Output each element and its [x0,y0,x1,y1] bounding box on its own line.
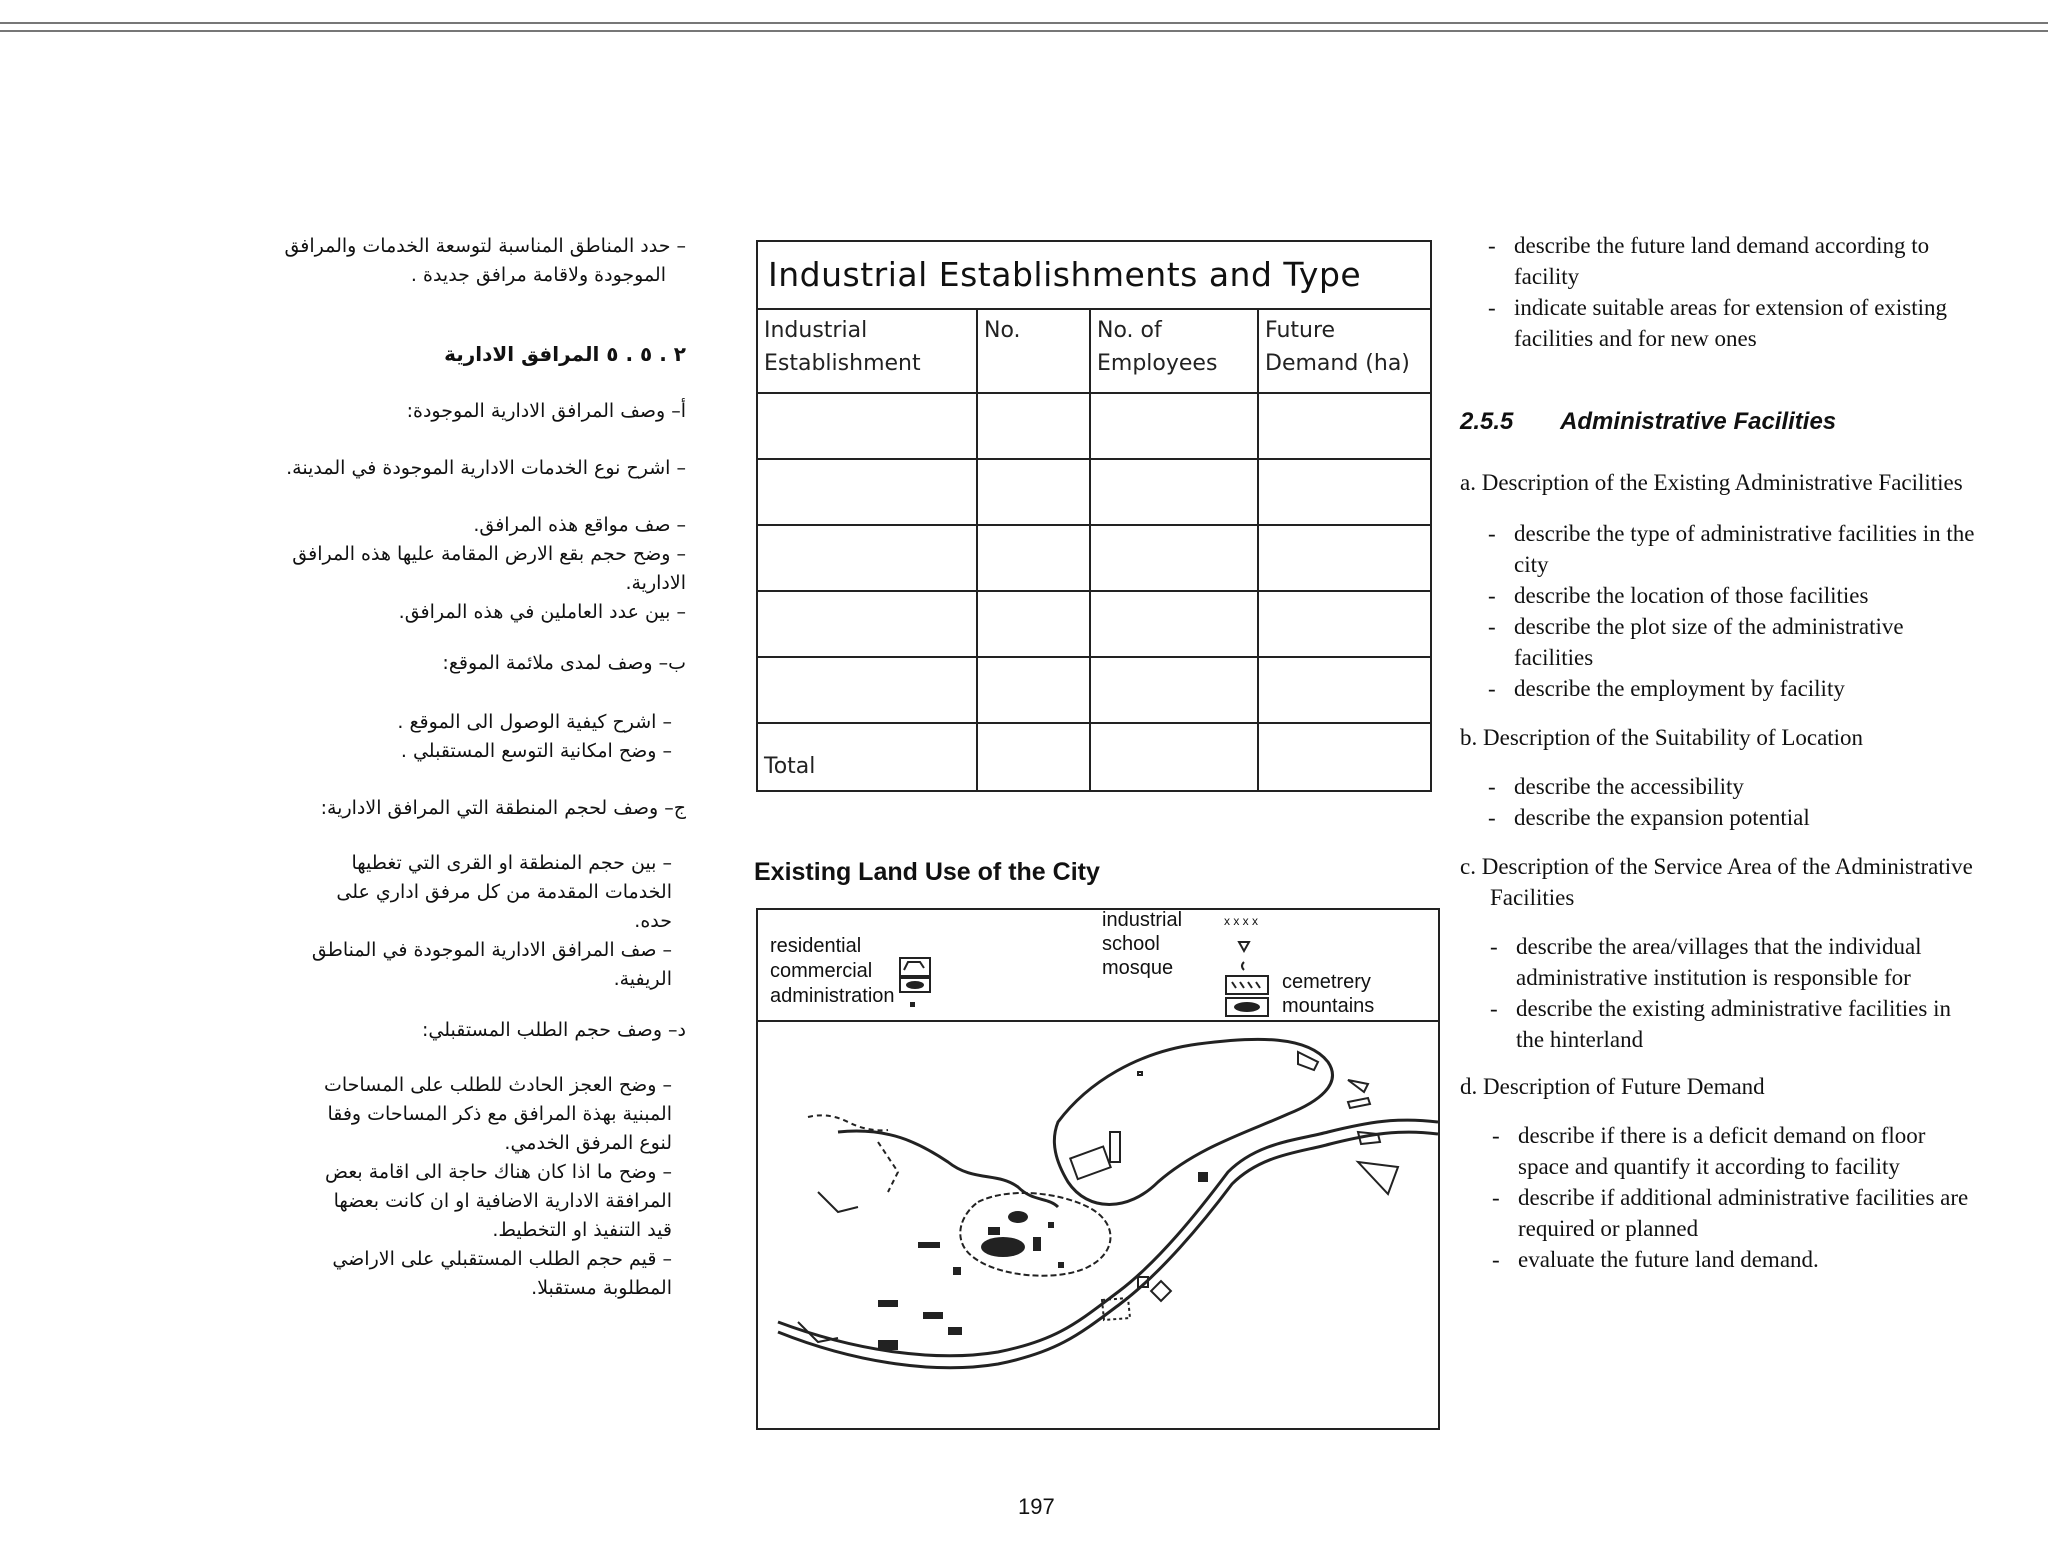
english-c-item: - describe the area/villages that the individual administrative institution is responsible for [1490,931,1980,993]
table-cell [758,658,978,724]
english-d-title: d. Description of Future Demand [1460,1074,1765,1099]
table-cell [978,526,1091,592]
arabic-a-item: – اشرح نوع الخدمات الادارية الموجودة في المدينة. [286,457,686,479]
legend-cemetery: cemetrery [1282,971,1371,993]
table-cell [758,526,978,592]
english-b-item: - describe the expansion potential [1488,802,1980,833]
land-use-map [756,908,1440,1430]
table-cell [1259,592,1430,658]
arabic-d-item: – وضح ما اذا كان هناك حاجة الى اقامة بعض المرافقة الادارية الاضافية او ان كانت بعضها قيد التنفيذ او التخطيط. [324,1161,672,1241]
english-b-item: - describe the accessibility [1488,771,1980,802]
arabic-d-title: د– وصف حجم الطلب المستقبلي: [422,1019,686,1041]
table-header-cell: No. of Employees [1091,310,1259,394]
table-cell [978,460,1091,526]
english-intro-item: - indicate suitable areas for extension of existing facilities and for new ones [1488,292,1980,354]
arabic-c-item: – صف المرافق الادارية الموجودة في المناطق الريفية. [311,939,672,990]
table-cell [1259,460,1430,526]
table-cell [758,592,978,658]
legend-industrial-symbol: x x x x [1224,914,1259,928]
table-cell [1259,658,1430,724]
page-number: 197 [1018,1494,1055,1519]
legend-industrial: industrial [1102,909,1183,931]
table-total-label: Total [758,724,978,790]
map-title: Existing Land Use of the City [754,858,1100,886]
arabic-intro-line: – حدد المناطق المناسبة لتوسعة الخدمات والمرافق [284,235,686,257]
table-cell [1091,658,1259,724]
table-cell [1091,460,1259,526]
english-a-title: a. Description of the Existing Administrative Facilities [1460,470,1963,495]
legend-mosque: mosque [1102,957,1174,979]
arabic-c-title: ج– وصف لحجم المنطقة التي المرافق الادارية: [320,797,686,819]
table-cell [758,460,978,526]
legend-residential: residential [770,935,862,957]
english-column [1460,230,1980,1275]
english-c-item: - describe the existing administrative facilities in the hinterland [1490,993,1980,1055]
top-rule-2 [0,30,2048,32]
arabic-c-item: – بين حجم المنطقة او القرى التي تغطيها الخدمات المقدمة من كل مرفق اداري على حده. [336,852,672,932]
table-header-cell: Future Demand (ha) [1259,310,1430,394]
table-cell [978,592,1091,658]
table-cell [1259,526,1430,592]
english-c-title: c. Description of the Service Area of the Administrative Facilities [1460,854,1973,910]
table-header-cell: Industrial Establishment [758,310,978,394]
table-cell [978,394,1091,460]
arabic-d-item: – قيم حجم الطلب المستقبلي على الاراضي المطلوبة مستقبلا. [332,1248,672,1299]
section-title: Administrative Facilities [1560,408,1837,435]
table-cell [978,658,1091,724]
arabic-a-item: – صف مواقع هذه المرافق. [473,514,686,536]
table-cell [1259,724,1430,790]
arabic-b-item: – اشرح كيفية الوصول الى الموقع . [397,711,672,733]
arabic-b-title: ب– وصف لمدى ملائمة الموقع: [442,652,686,674]
legend-school: school [1102,933,1160,955]
industrial-establishments-table [756,240,1432,792]
table-cell [1091,592,1259,658]
table-header-cell: No. [978,310,1091,394]
map-legend [758,910,1438,1022]
table-title: Industrial Establishments and Type [758,242,1430,310]
english-a-item: - describe the location of those facilities [1488,580,1980,611]
section-number: 2.5.5 [1460,408,1514,435]
english-section-heading [1460,406,1980,437]
english-a-item: - describe the plot size of the administrative facilities [1488,611,1980,673]
english-a-item: - describe the type of administrative facilities in the city [1488,518,1980,580]
arabic-a-item: – وضح حجم بقع الارض المقامة عليها هذه المرافق الادارية. [292,543,686,594]
english-d-item: - describe if additional administrative facilities are required or planned [1492,1182,1980,1244]
table-cell [1259,394,1430,460]
english-b-title: b. Description of the Suitability of Location [1460,725,1864,750]
english-intro-item: - describe the future land demand according to facility [1488,230,1980,292]
table-grid [758,310,1430,790]
legend-symbols-left-icon [898,954,938,1014]
top-rule-1 [0,22,2048,24]
english-d-item: - evaluate the future land demand. [1492,1244,1980,1275]
table-cell [1091,394,1259,460]
arabic-a-item: – بين عدد العاملين في هذه المرافق. [398,601,686,623]
table-cell [758,394,978,460]
arabic-column [200,232,686,1303]
legend-commercial: commercial [770,960,873,982]
arabic-a-title: أ– وصف المرافق الادارية الموجودة: [406,400,686,422]
legend-mountains: mountains [1282,995,1375,1017]
english-d-item: - describe if there is a deficit demand on floor space and quantify it according to facility [1492,1120,1980,1182]
arabic-intro-line: الموجودة ولاقامة مرافق جديدة . [410,264,666,286]
legend-symbols-right-icon [1224,932,1270,1020]
arabic-section-heading: ٢ . ٥ . ٥ المرافق الادارية [444,342,686,366]
arabic-d-item: – وضح العجز الحادث للطلب على المساحات المبنية بهذة المرافق مع ذكر المساحات وفقا لنوع المرفق الخدمي. [323,1074,672,1154]
table-cell [978,724,1091,790]
legend-administration: administration [770,985,895,1007]
arabic-b-item: – وضح امكانية التوسع المستقبلي . [400,740,672,762]
table-cell [1091,724,1259,790]
city-map-drawing [758,1022,1438,1426]
english-a-item: - describe the employment by facility [1488,673,1980,704]
table-cell [1091,526,1259,592]
